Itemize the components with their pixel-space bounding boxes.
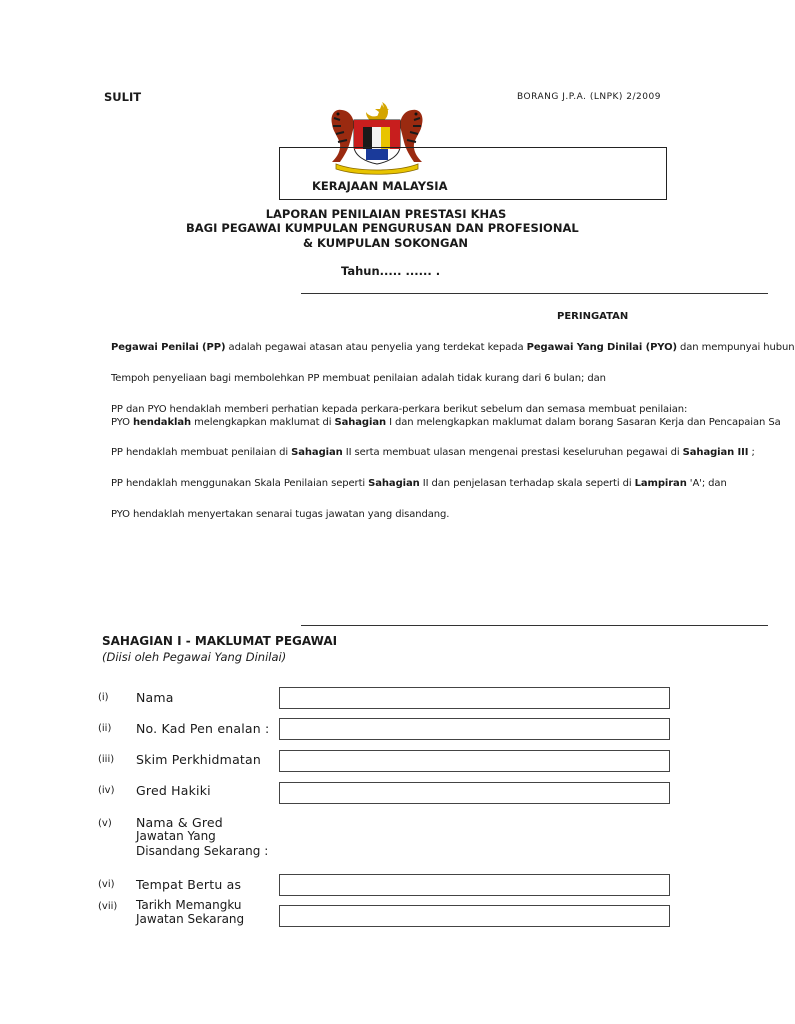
field-number: (iii)	[98, 754, 115, 765]
ic-number-field[interactable]	[279, 718, 670, 740]
report-title-line1: LAPORAN PENILAIAN PRESTASI KHAS	[265, 207, 507, 221]
notice-item-5	[111, 447, 755, 458]
current-post-label-line2: Jawatan Yang	[136, 829, 216, 843]
notice-text-run: Sahagian III	[682, 447, 749, 458]
form-code: BORANG J.P.A. (LNPK) 2/2009	[517, 92, 661, 102]
field-number: (ii)	[98, 723, 112, 734]
workplace-label: Tempat Bertu as	[136, 877, 242, 892]
section1-subtitle: (Diisi oleh Pegawai Yang Dinilai)	[102, 650, 287, 664]
notice-item-6	[111, 478, 727, 489]
notice-text-run: Sahagian	[291, 447, 343, 458]
notice-item-4	[111, 417, 781, 428]
name-field[interactable]	[279, 687, 670, 709]
notice-text-run: 'A'; dan	[686, 478, 727, 489]
notice-text-run: melengkapkan maklumat di	[191, 417, 335, 428]
divider-top	[301, 293, 768, 294]
notice-item-7	[111, 509, 449, 520]
field-number: (iv)	[98, 785, 115, 796]
notice-text-run: II dan penjelasan terhadap skala seperti di	[419, 478, 635, 489]
section1-title: SAHAGIAN I - MAKLUMAT PEGAWAI	[102, 634, 338, 648]
notice-text-run: PYO hendaklah menyertakan senarai tugas jawatan yang disandang.	[111, 509, 450, 520]
notice-heading: PERINGATAN	[557, 311, 629, 322]
notice-text-run: Pegawai Penilai (PP)	[111, 342, 226, 353]
notice-text-run: PP hendaklah membuat penilaian di	[111, 447, 292, 458]
notice-text-run: Pegawai Yang Dinilai (PYO)	[526, 342, 677, 353]
field-number: (v)	[98, 818, 112, 829]
field-number: (vi)	[98, 879, 115, 890]
report-title-line2: BAGI PEGAWAI KUMPULAN PENGURUSAN DAN PROFESIONAL	[186, 221, 579, 235]
acting-date-field[interactable]	[279, 905, 670, 927]
classification-label: SULIT	[104, 90, 142, 104]
current-post-label-line1: Nama & Gred	[136, 815, 223, 830]
actual-grade-field[interactable]	[279, 782, 670, 804]
notice-text-run: Lampiran	[634, 478, 687, 489]
workplace-field[interactable]	[279, 874, 670, 896]
notice-text-run: II serta membuat ulasan mengenai prestasi keseluruhan pegawai di	[342, 447, 683, 458]
notice-text-run: PP hendaklah menggunakan Skala Penilaian seperti	[111, 478, 369, 489]
actual-grade-label: Gred Hakiki	[136, 783, 211, 798]
notice-item-3	[111, 404, 687, 415]
name-label: Nama	[136, 690, 174, 705]
notice-text-run: Tempoh penyeliaan bagi membolehkan PP membuat penilaian adalah tidak kurang dari 6 bulan; dan	[111, 373, 606, 384]
service-scheme-field[interactable]	[279, 750, 670, 772]
field-number: (vii)	[98, 901, 118, 912]
notice-text-run: PYO	[111, 417, 134, 428]
notice-item-1	[111, 342, 795, 353]
notice-text-run: dan mempunyai hubun	[676, 342, 795, 353]
government-title: KERAJAAN MALAYSIA	[312, 179, 448, 193]
report-title-line3: & KUMPULAN SOKONGAN	[303, 236, 468, 250]
notice-text-run: Sahagian	[368, 478, 420, 489]
acting-date-label-line1: Tarikh Memangku	[136, 898, 242, 912]
notice-text-run: ;	[748, 447, 755, 458]
service-scheme-label: Skim Perkhidmatan	[136, 752, 262, 767]
divider-bottom	[301, 625, 768, 626]
ic-number-label: No. Kad Pen enalan :	[136, 721, 270, 736]
notice-text-run: hendaklah	[133, 417, 192, 428]
field-number: (i)	[98, 692, 109, 703]
notice-text-run: I dan melengkapkan maklumat dalam borang Sasaran Kerja dan Pencapaian Sa	[386, 417, 781, 428]
notice-text-run: Sahagian	[334, 417, 386, 428]
notice-text-run: adalah pegawai atasan atau penyelia yang terdekat kepada	[225, 342, 527, 353]
acting-date-label-line2: Jawatan Sekarang	[136, 912, 245, 926]
year-field: Tahun..... ...... .	[341, 264, 441, 278]
notice-item-2	[111, 373, 606, 384]
current-post-label-line3: Disandang Sekarang :	[136, 844, 269, 858]
notice-text-run: PP dan PYO hendaklah memberi perhatian kepada perkara-perkara berikut sebelum dan semasa membuat penilaian:	[111, 404, 688, 415]
